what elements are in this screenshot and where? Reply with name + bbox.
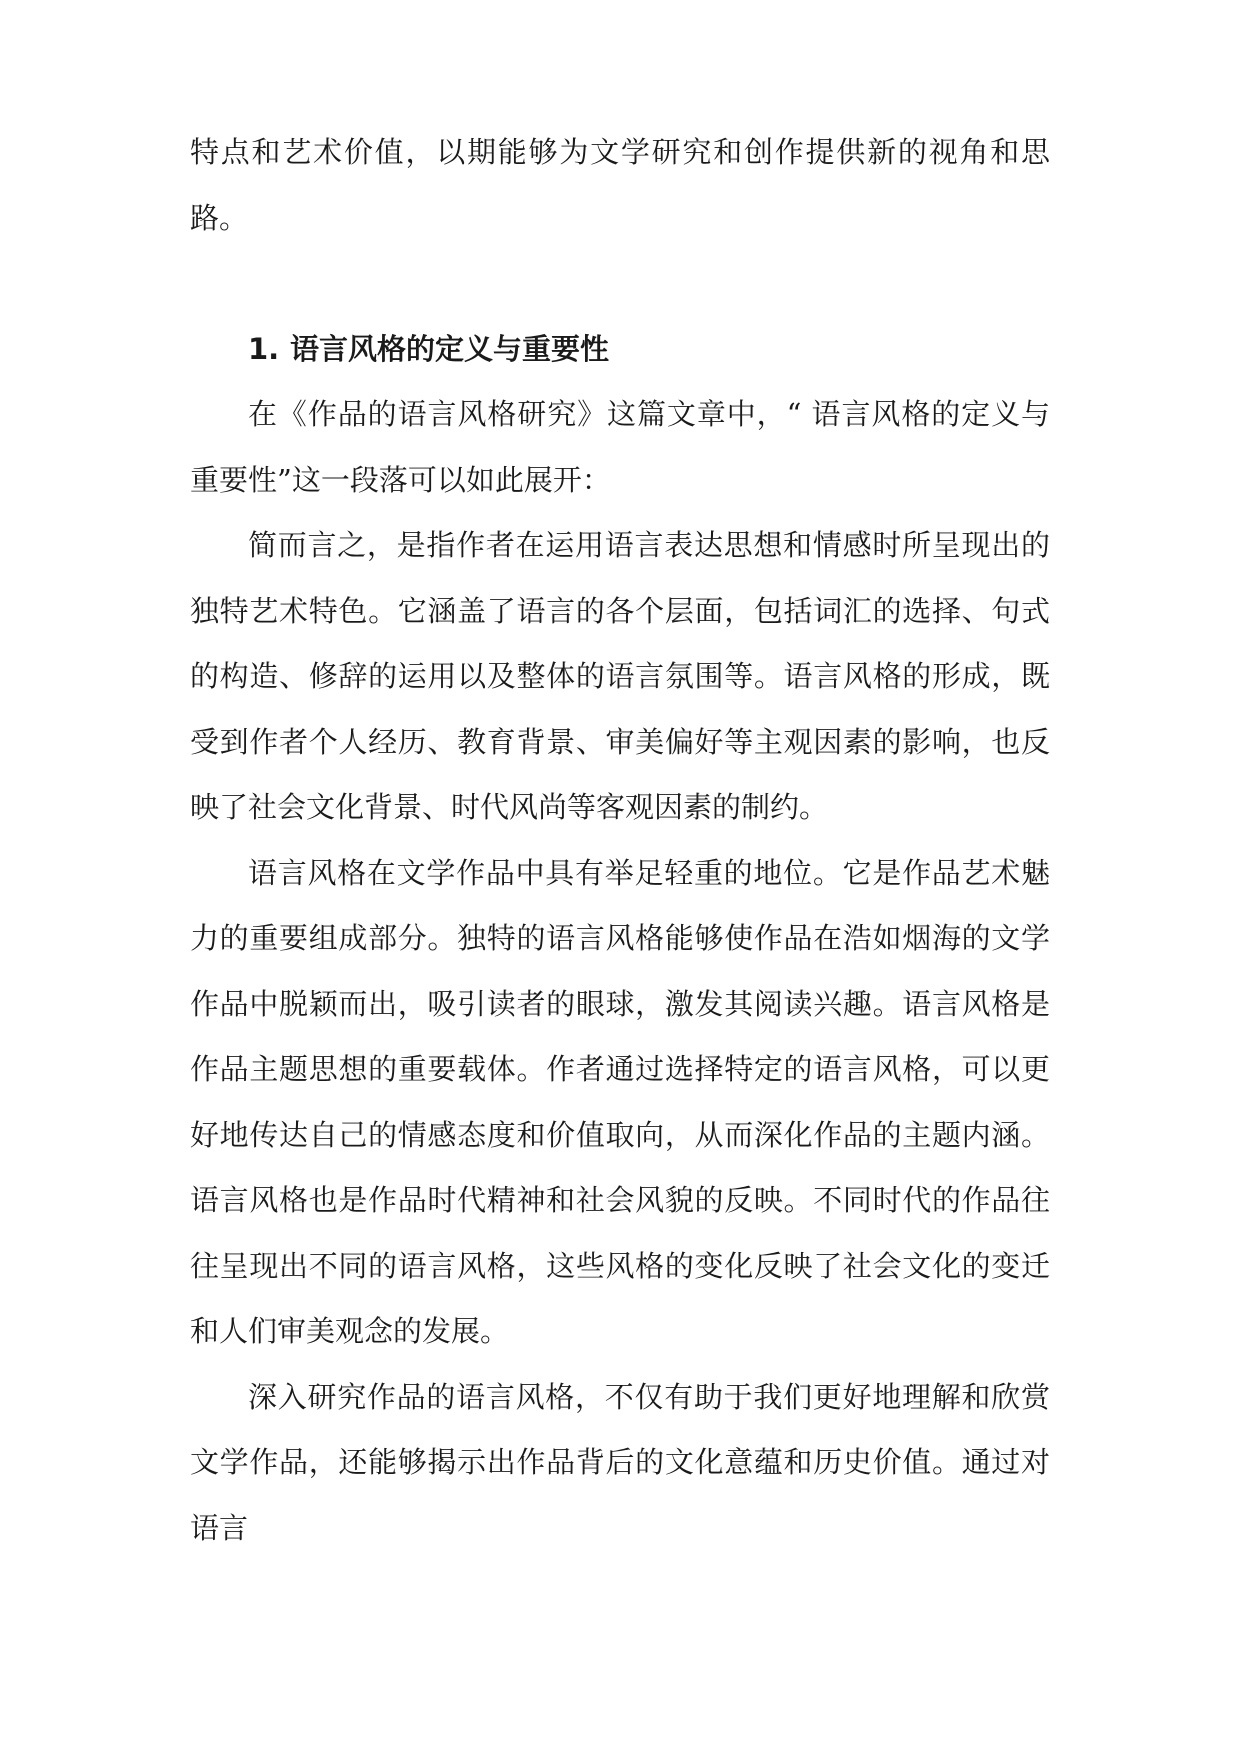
paragraph-research: 深入研究作品的语言风格，不仅有助于我们更好地理解和欣赏文学作品，还能够揭示出作品背后的文化意蕴和历史价值。通过对语言 [190, 1379, 1050, 1545]
document-body [190, 120, 1050, 1561]
section-title: 语言风格的定义与重要性 [290, 331, 610, 366]
continuation-paragraph: 特点和艺术价值，以期能够为文学研究和创作提供新的视角和思路。 [190, 135, 1050, 235]
paragraph-intro: 在《作品的语言风格研究》这篇文章中，“ 语言风格的定义与重要性”这一段落可以如此展开： [190, 397, 1050, 497]
section-spacer [190, 251, 1050, 317]
paragraph-definition: 简而言之，是指作者在运用语言表达思想和情感时所呈现出的独特艺术特色。它涵盖了语言的各个层面，包括词汇的选择、句式的构造、修辞的运用以及整体的语言氛围等。语言风格的形成，既受到作者个人经历、教育背景、审美偏好等主观因素的影响，也反映了社会文化背景、时代风尚等客观因素的制约。 [190, 528, 1050, 824]
section-number: 1. [248, 331, 280, 366]
section-heading [190, 317, 1050, 383]
paragraph-importance: 语言风格在文学作品中具有举足轻重的地位。它是作品艺术魅力的重要组成部分。独特的语言风格能够使作品在浩如烟海的文学作品中脱颖而出，吸引读者的眼球，激发其阅读兴趣。语言风格是作品主题思想的重要载体。作者通过选择特定的语言风格，可以更好地传达自己的情感态度和价值取向，从而深化作品的主题内涵。语言风格也是作品时代精神和社会风貌的反映。不同时代的作品往往呈现出不同的语言风格，这些风格的变化反映了社会文化的变迁和人们审美观念的发展。 [190, 855, 1050, 1348]
